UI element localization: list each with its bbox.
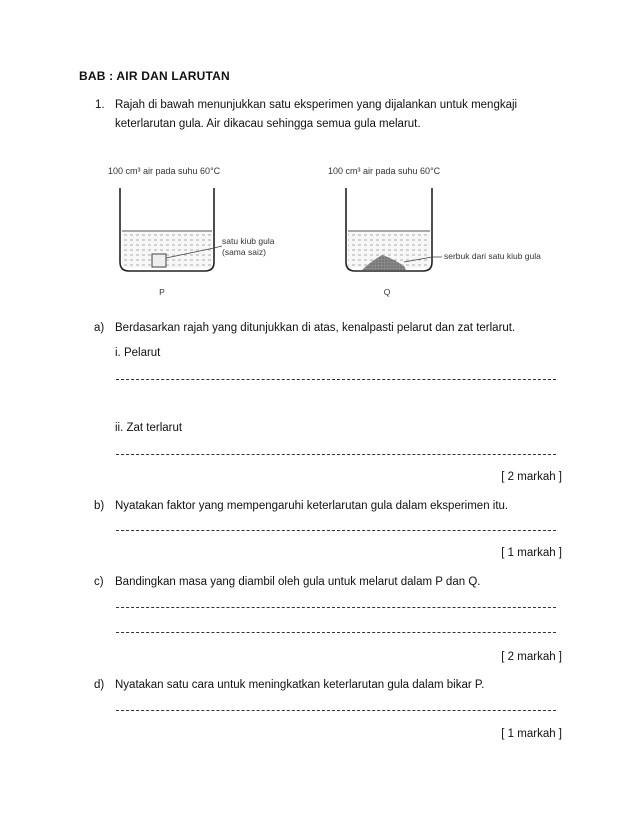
beaker-p-side-label-2: (sama saiz) [222, 247, 266, 257]
sugar-cube [152, 254, 166, 267]
part-a-sub-i: i. Pelarut [115, 347, 161, 359]
part-a-question: Berdasarkan rajah yang ditunjukkan di atas, kenalpasti pelarut dan zat terlarut. [115, 322, 516, 334]
beaker-q [328, 166, 541, 297]
part-d-marks: [ 1 markah ] [501, 728, 562, 740]
part-b-marks: [ 1 markah ] [501, 547, 562, 559]
part-b-label: b) [94, 500, 105, 512]
part-b-question: Nyatakan faktor yang mempengaruhi keterlarutan gula dalam eksperimen itu. [115, 500, 509, 512]
beaker-p-label: P [159, 287, 165, 297]
part-a-sub-ii: ii. Zat terlarut [115, 422, 183, 434]
answer-line-b[interactable] [116, 530, 556, 531]
part-d-label: d) [94, 679, 105, 691]
answer-line-c-1[interactable] [116, 607, 556, 608]
part-c-question: Bandingkan masa yang diambil oleh gula untuk melarut dalam P dan Q. [115, 576, 481, 588]
answer-line-a-i[interactable] [116, 379, 556, 380]
question-1-text-line2: keterlarutan gula. Air dikacau sehingga semua gula melarut. [115, 118, 421, 130]
part-a-label: a) [94, 322, 105, 334]
part-d-question: Nyatakan satu cara untuk meningkatkan keterlarutan gula dalam bikar P. [115, 679, 485, 691]
beaker-p-side-label-1: satu kiub gula [222, 236, 275, 246]
part-c-label: c) [94, 576, 104, 588]
answer-line-a-ii[interactable] [116, 454, 556, 455]
beaker-p [108, 166, 275, 297]
chapter-title: BAB : AIR DAN LARUTAN [79, 69, 230, 83]
question-1-text-line1: Rajah di bawah menunjukkan satu eksperimen yang dijalankan untuk mengkaji [115, 99, 518, 111]
experiment-figure [100, 158, 580, 308]
part-a-marks: [ 2 markah ] [501, 471, 562, 483]
part-c-marks: [ 2 markah ] [501, 651, 562, 663]
beaker-q-side-label: serbuk dari satu kiub gula [444, 251, 541, 261]
question-1-number: 1. [95, 99, 105, 111]
beaker-q-top-label: 100 cm³ air pada suhu 60°C [328, 166, 441, 176]
answer-line-d[interactable] [116, 710, 556, 711]
beaker-p-top-label: 100 cm³ air pada suhu 60°C [108, 166, 221, 176]
beaker-q-label: Q [383, 287, 391, 297]
answer-line-c-2[interactable] [116, 632, 556, 633]
